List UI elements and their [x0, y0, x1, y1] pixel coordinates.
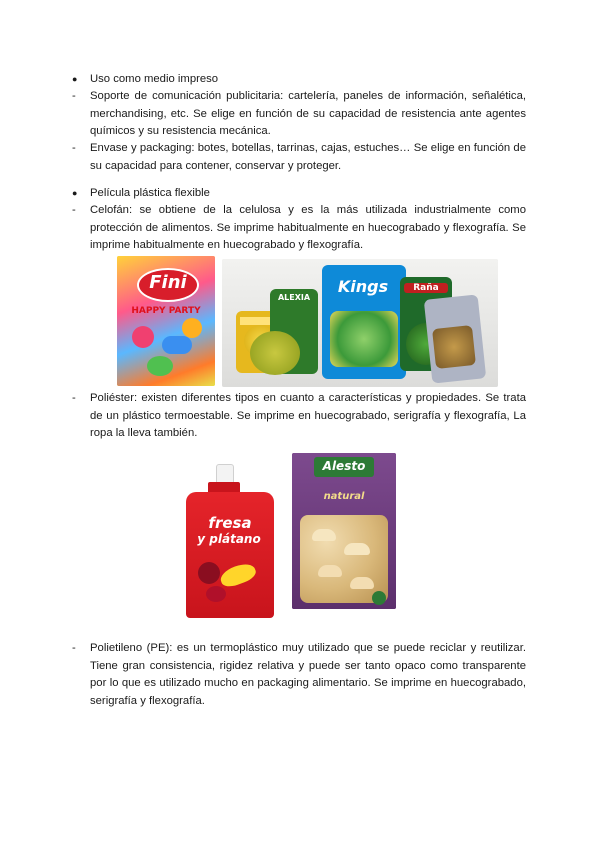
list-item-advertising — [72, 88, 526, 141]
list-item-text: Polietileno (PE): es un termoplástico muy utilizado que se puede reciclar y reutilizar. Tiene gran consistencia, rigidez relativa y puede ser tanto opaco como transparente por lo que es utilizado mucho en packaging alimentario. Se imprime en huecograbado, serigrafía y flexografía. — [90, 642, 526, 707]
dash-marker: - — [72, 392, 76, 404]
product-variant-text: natural — [323, 491, 365, 502]
frozen-bags-image — [222, 259, 498, 387]
brand-text: ALEXIA — [277, 293, 311, 302]
section-title: Película plástica flexible — [90, 187, 210, 199]
dash-marker: - — [72, 642, 76, 654]
bullet-marker: ● — [72, 188, 78, 198]
bullet-marker: ● — [72, 74, 78, 84]
brand-logo-text: Alesto — [322, 459, 366, 473]
list-item-text: Envase y packaging: botes, botellas, tarrinas, cajas, estuches… Se elige en función de su capacidad para contener, conservar y proteger. — [90, 142, 526, 172]
dash-marker: - — [72, 204, 76, 216]
list-item-polietileno — [72, 640, 526, 710]
candy-bag-image — [117, 256, 215, 386]
brand-logo-text: Fini — [149, 272, 187, 293]
list-item-text: Poliéster: existen diferentes tipos en cuanto a características y propiedades. Se trata de un plástico termoestable. Se imprime en huecograbado, serigrafía y flexografía, La ropa la lleva también. — [90, 392, 526, 439]
fruit-pouch-image — [180, 462, 280, 622]
brand-text: Kings — [337, 277, 389, 296]
cashew-window — [300, 515, 388, 603]
list-item-text: Soporte de comunicación publicitaria: cartelería, paneles de información, señalética, merchandising, etc. Se elige en función de su capacidad de resistencia ante agentes químicos y su resistencia mecánica. — [90, 90, 526, 137]
list-item-poliester — [72, 390, 526, 443]
list-item-packaging — [72, 140, 526, 175]
cashew-bag-image — [292, 453, 396, 609]
brand-text: Raña — [404, 283, 448, 293]
dash-marker: - — [72, 142, 76, 154]
product-name-line2: y plátano — [197, 532, 261, 546]
list-item-celofan — [72, 202, 526, 255]
product-name-line1: fresa — [208, 514, 252, 532]
dash-marker: - — [72, 90, 76, 102]
section-heading-flexible-film — [72, 185, 526, 203]
product-name-text: HAPPY PARTY — [131, 306, 201, 316]
list-item-text: Celofán: se obtiene de la celulosa y es la más utilizada industrialmente como protección de alimentos. Se imprime habitualmente en huecograbado y flexografía. Se imprime habitualmente en huecograbado y flexografía. — [90, 204, 526, 251]
section-heading-printed-media — [72, 71, 526, 89]
bag-label — [240, 317, 274, 325]
section-title: Uso como medio impreso — [90, 73, 219, 85]
